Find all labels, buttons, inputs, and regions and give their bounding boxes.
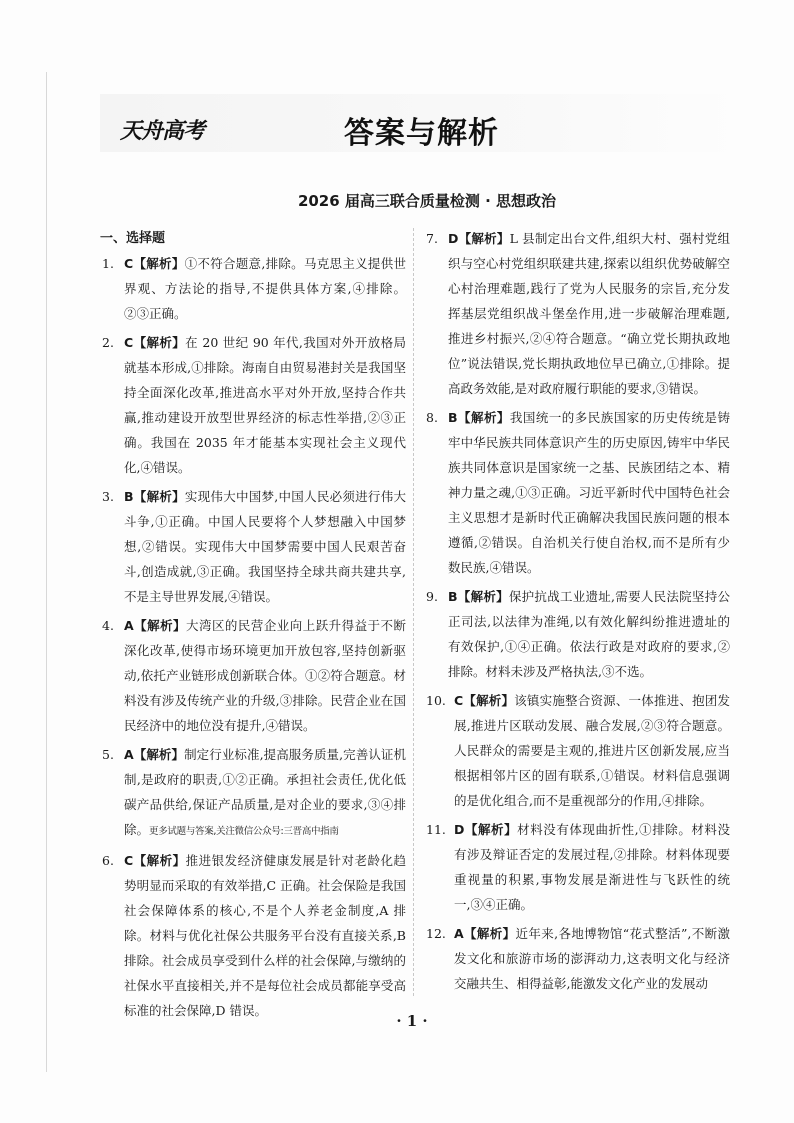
right-column (426, 226, 730, 1000)
answer-item (426, 226, 730, 401)
analysis-tag: 【解析】 (457, 410, 510, 425)
answer-letter: C (124, 853, 134, 868)
item-number: 12. (426, 926, 446, 941)
answer-item (102, 330, 406, 480)
answer-letter: B (448, 410, 458, 425)
answer-item (102, 484, 406, 609)
answer-letter: A (454, 926, 464, 941)
item-body (124, 848, 406, 1023)
left-column (102, 226, 406, 1027)
item-number: 4. (102, 618, 114, 633)
answer-letter: D (448, 231, 459, 246)
explanation-text: 保护抗战工业遗址,需要人民法院坚持公正司法,以法律为准绳,以有效化解纠纷推进遗址的有效保护,①④正确。依法行政是对政府的要求,②排除。材料未涉及严格执法,③不选。 (448, 589, 730, 679)
item-body (448, 584, 730, 684)
analysis-tag: 【解析】 (463, 926, 516, 941)
analysis-tag: 【解析】 (133, 256, 185, 271)
answer-letter: C (454, 693, 464, 708)
explanation-text: ①不符合题意,排除。马克思主义提供世界观、方法论的指导,不提供具体方案,④排除。②③正确。 (124, 256, 406, 321)
answer-letter: D (454, 822, 465, 837)
item-number: 10. (426, 693, 446, 708)
answer-item (426, 688, 730, 813)
explanation-text: 大湾区的民营企业向上跃升得益于不断深化改革,使得市场环境更加开放包容,坚持创新驱动,依托产业链形成创新联合体。①②符合题意。材料没有涉及传统产业的升级,③排除。民营企业在国民经济中的地位没有提升,④错误。 (124, 618, 406, 733)
item-body (124, 251, 406, 326)
explanation-text: 近年来,各地博物馆“花式整活”,不断激发文化和旅游市场的澎湃动力,这表明文化与经济交融共生、相得益彰,能激发文化产业的发展动 (454, 926, 730, 991)
answer-item (102, 251, 406, 326)
analysis-tag: 【解析】 (133, 489, 185, 504)
explanation-text: 实现伟大中国梦,中国人民必须进行伟大斗争,①正确。中国人民要将个人梦想融入中国梦想,②错误。实现伟大中国梦需要中国人民艰苦奋斗,创造成就,③正确。我国坚持全球共商共建共享,不是主导世界发展,④错误。 (124, 489, 406, 604)
answer-item (102, 848, 406, 1023)
item-body (124, 330, 406, 480)
answer-letter: A (124, 747, 134, 762)
item-body (124, 484, 406, 609)
item-number: 11. (426, 822, 446, 837)
item-number: 1. (102, 256, 114, 271)
item-number: 5. (102, 747, 114, 762)
page-title: 答案与解析 (344, 116, 499, 151)
item-number: 7. (426, 231, 438, 246)
answer-item (426, 405, 730, 580)
analysis-tag: 【解析】 (133, 335, 186, 350)
explanation-text: L 县制定出台文件,组织大村、强村党组织与空心村党组织联建共建,探索以组织优势破解空心村治理难题,践行了党为人民服务的宗旨,充分发挥基层党组织战斗堡垒作用,进一步破解治理难题,推进乡村振兴,②④符合题意。“确立党长期执政地位”说法错误,党长期执政地位早已确立,①排除。提高政务效能,是对政府履行职能的要求,③错误。 (448, 231, 730, 396)
page-number: · 1 · (396, 1012, 428, 1030)
answer-item (426, 817, 730, 917)
item-body (124, 742, 406, 844)
answer-letter: C (124, 335, 134, 350)
item-number: 8. (426, 410, 438, 425)
exam-subtitle: 2026 届高三联合质量检测 · 思想政治 (297, 192, 557, 210)
item-number: 2. (102, 335, 114, 350)
explanation-text: 我国统一的多民族国家的历史传统是铸牢中华民族共同体意识产生的历史原因,铸牢中华民族共同体意识是国家统一之基、民族团结之本、精神力量之魂,①③正确。习近平新时代中国特色社会主义思想才是新时代正确解决我国民族问题的根本遵循,②错误。自治机关行使自治权,而不是所有少数民族,④错误。 (448, 410, 730, 575)
explanation-text: 在 20 世纪 90 年代,我国对外开放格局就基本形成,①排除。海南自由贸易港封关是我国坚持全面深化改革,推进高水平对外开放,坚持合作共赢,推动建设开放型世界经济的标志性举措,②③正确。我国在 2035 年才能基本实现社会主义现代化,④错误。 (124, 335, 406, 475)
explanation-text: 制定行业标准,提高服务质量,完善认证机制,是政府的职责,①②正确。承担社会责任,优化低碳产品供给,保证产品质量,是对企业的要求,③④排除。 (124, 747, 406, 837)
item-body (454, 688, 730, 813)
explanation-text: 材料没有体现曲折性,①排除。材料没有涉及辩证否定的发展过程,②排除。材料体现要重视量的积累,事物发展是渐进性与飞跃性的统一,③④正确。 (454, 822, 730, 912)
analysis-tag: 【解析】 (457, 589, 509, 604)
analysis-tag: 【解析】 (458, 231, 510, 246)
analysis-tag: 【解析】 (133, 618, 187, 633)
section-heading: 一、选择题 (100, 231, 166, 246)
item-body (124, 613, 406, 738)
item-number: 9. (426, 589, 438, 604)
explanation-text: 该镇实施整合资源、一体推进、抱团发展,推进片区联动发展、融合发展,②③符合题意。人民群众的需要是主观的,推进片区创新发展,应当根据相邻片区的固有联系,①错误。材料信息强调的是优化组合,而不是重视部分的作用,④排除。 (454, 693, 730, 808)
answer-letter: B (124, 489, 134, 504)
answer-item (426, 921, 730, 996)
item-body (448, 405, 730, 580)
item-body (454, 817, 730, 917)
item-number: 6. (102, 853, 114, 868)
column-divider (413, 228, 415, 996)
item-number: 3. (102, 489, 114, 504)
item-body (448, 226, 730, 401)
explanation-text: 推进银发经济健康发展是针对老龄化趋势明显而采取的有效举措,C 正确。社会保险是我国社会保障体系的核心,不是个人养老金制度,A 排除。材料与优化社保公共服务平台没有直接关系,B 排除。社会成员享受到什么样的社会保障,与缴纳的社保水平直接相关,并不是每位社会成员都能享受高标准的社会保障,D 错误。 (124, 853, 406, 1018)
answer-item (102, 742, 406, 844)
promo-note: 更多试题与答案,关注微信公众号:三晋高中指南 (149, 826, 339, 837)
answer-letter: C (124, 256, 134, 271)
answer-letter: B (448, 589, 458, 604)
analysis-tag: 【解析】 (463, 693, 515, 708)
publisher-logo: 天舟高考 (120, 119, 205, 144)
item-body (454, 921, 730, 996)
analysis-tag: 【解析】 (133, 747, 185, 762)
analysis-tag: 【解析】 (464, 822, 518, 837)
answer-item (426, 584, 730, 684)
analysis-tag: 【解析】 (133, 853, 186, 868)
answer-item (102, 613, 406, 738)
answer-letter: A (124, 618, 134, 633)
binding-margin-line (46, 72, 47, 1072)
